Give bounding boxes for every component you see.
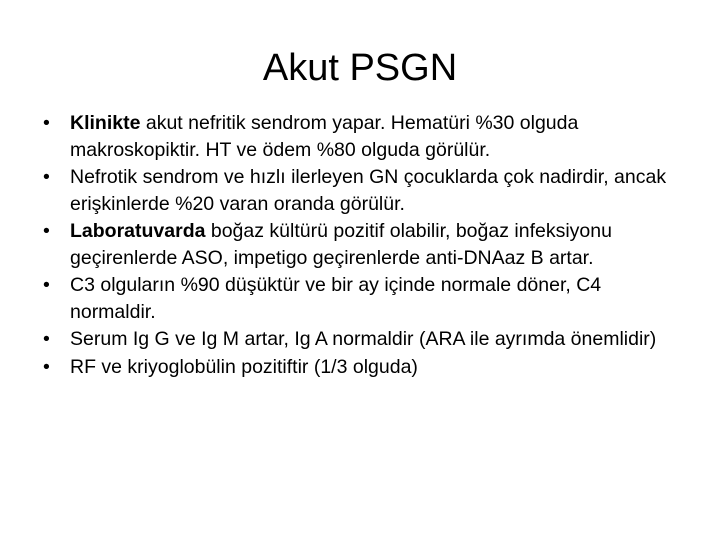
bullet-item-5 — [43, 326, 683, 353]
bullet-item-2 — [43, 164, 683, 217]
bullet-dot: • — [43, 274, 50, 296]
bullet-item-1 — [43, 110, 683, 163]
bullet-dot: • — [43, 166, 50, 188]
bullet-dot: • — [43, 220, 50, 242]
bullet-bold-text: Laboratuvarda — [70, 220, 206, 242]
bullet-dot: • — [43, 328, 50, 350]
bullet-list — [43, 110, 683, 381]
bullet-bold-text: Klinikte — [70, 112, 141, 134]
bullet-text: Serum Ig G ve Ig M artar, Ig A normaldir (ARA ile ayrımda önemlidir) — [70, 328, 657, 350]
bullet-text: akut nefritik sendrom yapar. Hematüri %30 olguda makroskopiktir. HT ve ödem %80 olguda görülür. — [70, 112, 579, 161]
bullet-text: RF ve kriyoglobülin pozitiftir (1/3 olguda) — [70, 355, 418, 378]
bullet-dot: • — [43, 355, 50, 378]
bullet-text: Nefrotik sendrom ve hızlı ilerleyen GN çocuklarda çok nadirdir, ancak erişkinlerde %20 varan oranda görülür. — [70, 166, 667, 215]
bullet-item-3 — [43, 218, 683, 271]
slide-title: Akut PSGN — [262, 47, 458, 89]
bullet-item-6 — [43, 354, 683, 381]
bullet-text: C3 olguların %90 düşüktür ve bir ay içinde normale döner, C4 normaldir. — [70, 274, 602, 323]
bullet-text: boğaz kültürü pozitif olabilir, boğaz infeksiyonu geçirenlerde ASO, impetigo geçirenlerde anti-DNAaz B artar. — [70, 220, 612, 269]
bullet-item-4 — [43, 272, 683, 325]
bullet-dot: • — [43, 112, 50, 134]
